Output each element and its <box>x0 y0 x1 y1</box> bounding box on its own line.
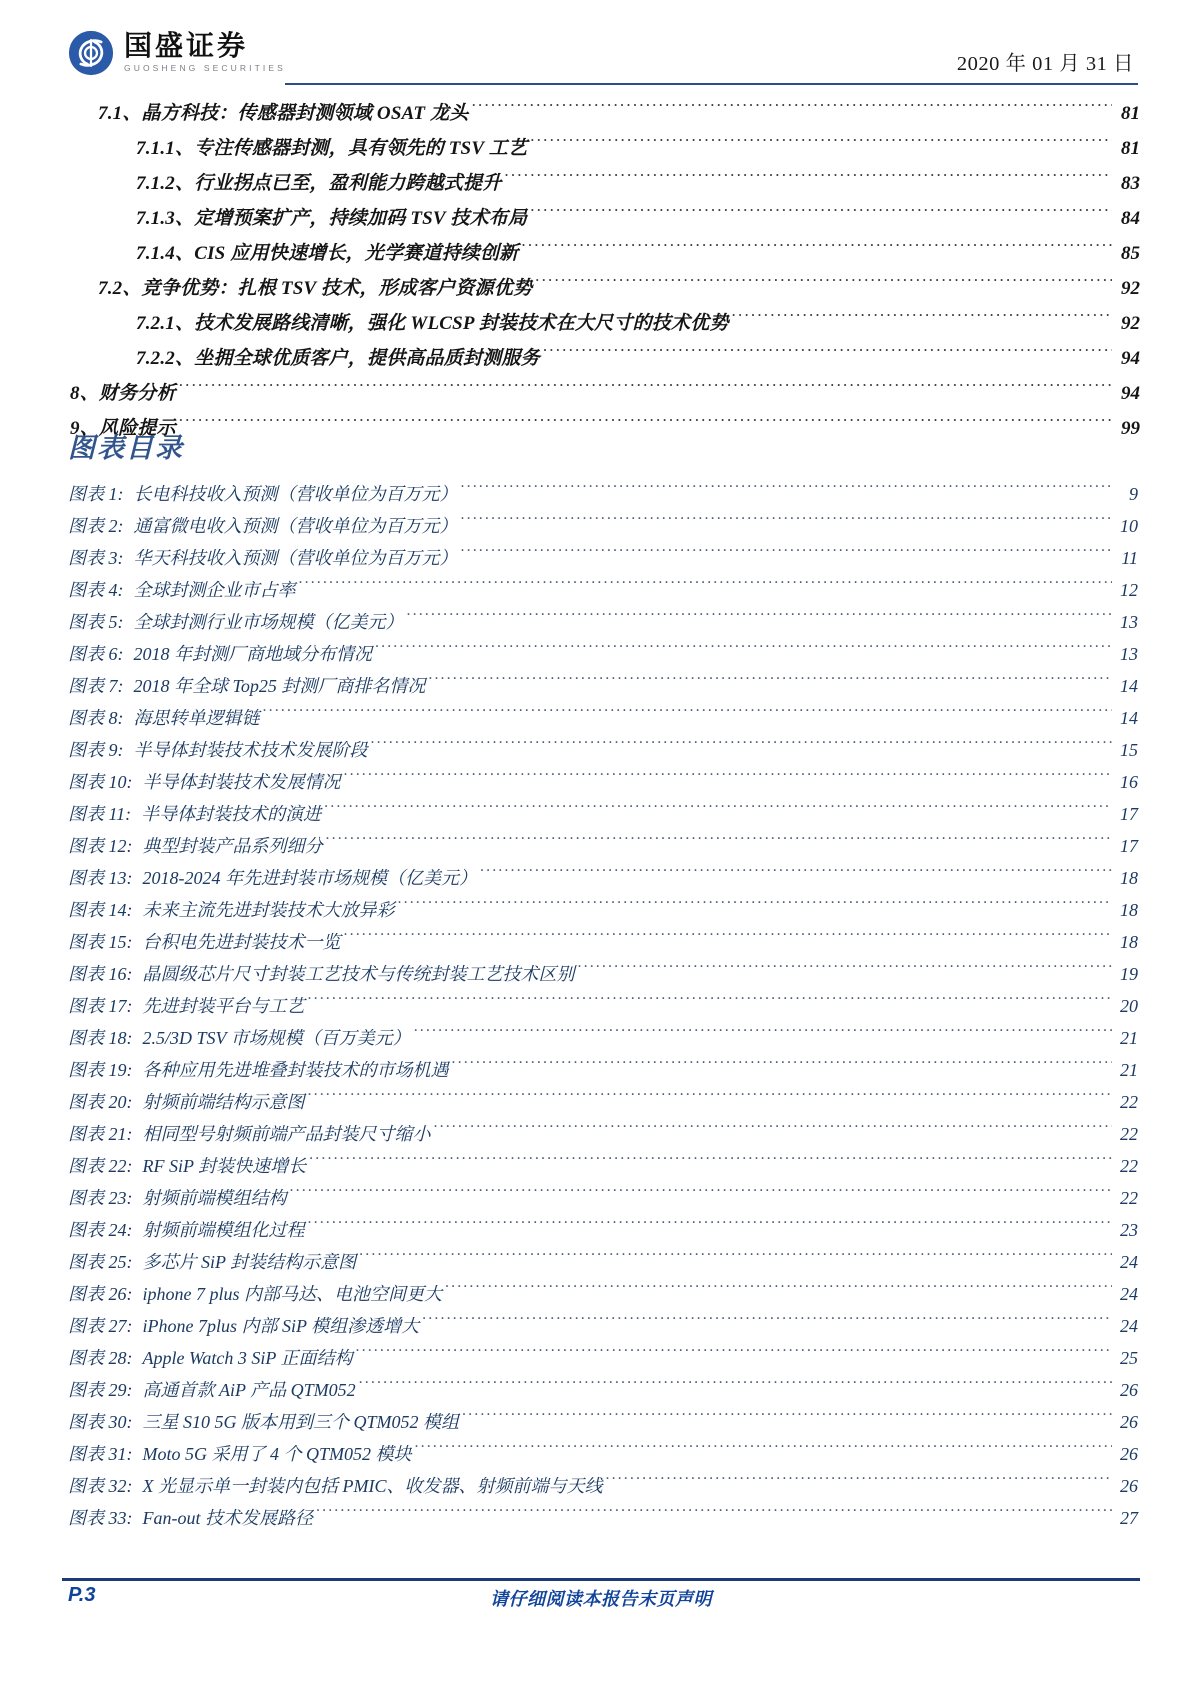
figure-entry-number: 图表 17: <box>68 996 133 1016</box>
figure-leader-dots <box>398 898 1113 916</box>
header-divider <box>285 83 1138 85</box>
figure-entry-title: 全球封测行业市场规模（亿美元） <box>133 612 404 632</box>
figure-leader-dots <box>452 1058 1113 1076</box>
figure-entry-title: 三星 S10 5G 版本用到三个 QTM052 模组 <box>142 1412 460 1432</box>
figure-entry-number: 图表 6: <box>68 644 124 664</box>
figure-entry-number: 图表 25: <box>68 1252 133 1272</box>
figure-entry-page: 24 <box>1120 1316 1138 1336</box>
toc-leader-dots <box>530 135 1112 154</box>
figure-entry-number: 图表 21: <box>68 1124 133 1144</box>
figure-entry-number: 图表 8: <box>68 708 124 728</box>
brand-name-en: GUOSHENG SECURITIES <box>124 63 286 73</box>
figure-entry-page: 14 <box>1120 676 1138 696</box>
toc-entry-label: 7.1、晶方科技：传感器封测领域 OSAT 龙头 <box>98 103 469 124</box>
figure-list-entry[interactable] <box>68 1086 1138 1118</box>
figure-entry-page: 11 <box>1121 548 1138 568</box>
toc-leader-dots <box>732 310 1112 329</box>
figure-entry-page: 15 <box>1120 740 1138 760</box>
figure-list-entry[interactable] <box>68 1502 1138 1534</box>
figure-list-entry[interactable] <box>68 894 1138 926</box>
brand-text <box>124 30 286 74</box>
figure-leader-dots <box>309 1154 1112 1172</box>
toc-entry[interactable] <box>62 131 1140 166</box>
figure-leader-dots <box>578 962 1113 980</box>
figure-list-entry[interactable] <box>68 1118 1138 1150</box>
figure-leader-dots <box>461 546 1113 564</box>
toc-leader-dots <box>543 345 1112 364</box>
figure-entry-page: 25 <box>1120 1348 1138 1368</box>
figure-list-entry[interactable] <box>68 830 1138 862</box>
figure-entry-number: 图表 10: <box>68 772 133 792</box>
toc-entry-label: 8、财务分析 <box>70 383 176 404</box>
figure-leader-dots <box>371 738 1113 756</box>
figure-leader-dots <box>344 770 1113 788</box>
figure-entry-page: 24 <box>1120 1284 1138 1304</box>
toc-entry[interactable] <box>62 271 1140 306</box>
toc-entry-page: 92 <box>1121 278 1140 299</box>
toc-leader-dots <box>472 100 1112 119</box>
toc-entry-label: 7.1.4、CIS 应用快速增长，光学赛道持续创新 <box>136 243 519 264</box>
figure-entry-title: 多芯片 SiP 封装结构示意图 <box>142 1252 357 1272</box>
footer-page-number: P.3 <box>68 1584 96 1606</box>
figure-leader-dots <box>308 1218 1113 1236</box>
toc-leader-dots <box>504 170 1112 189</box>
figure-entry-page: 22 <box>1120 1188 1138 1208</box>
figure-list-entry[interactable] <box>68 1246 1138 1278</box>
figure-entry-page: 27 <box>1120 1508 1138 1528</box>
toc-entry[interactable] <box>62 201 1140 236</box>
guosheng-logo-icon <box>68 30 114 76</box>
figure-leader-dots <box>290 1186 1113 1204</box>
figure-entry-number: 图表 28: <box>68 1348 133 1368</box>
figure-entry-title: 相同型号射频前端产品封装尺寸缩小 <box>142 1124 431 1144</box>
figure-leader-dots <box>308 994 1113 1012</box>
figure-entry-number: 图表 24: <box>68 1220 133 1240</box>
figure-entry-number: 图表 32: <box>68 1476 133 1496</box>
figure-entry-title: Moto 5G 采用了 4 个 QTM052 模块 <box>142 1444 412 1464</box>
figure-list-entry[interactable] <box>68 702 1138 734</box>
toc-entry-label: 9、风险提示 <box>70 418 176 439</box>
figure-entry-title: 高通首款 AiP 产品 QTM052 <box>142 1380 356 1400</box>
figure-leader-dots <box>324 802 1112 820</box>
toc-entry[interactable] <box>62 236 1140 271</box>
figure-entry-title: 海思转单逻辑链 <box>133 708 260 728</box>
figure-entry-title: 射频前端模组结构 <box>142 1188 287 1208</box>
figure-entry-title: 华天科技收入预测（营收单位为百万元） <box>133 548 458 568</box>
figure-list-entry[interactable] <box>68 1342 1138 1374</box>
toc-entry-page: 85 <box>1121 243 1140 264</box>
figure-entry-page: 10 <box>1120 516 1138 536</box>
figure-list <box>68 478 1138 1534</box>
figure-entry-title: 2018-2024 年先进封装市场规模（亿美元） <box>142 868 477 888</box>
toc-entry-page: 94 <box>1121 383 1140 404</box>
toc-leader-dots <box>535 275 1112 294</box>
toc-leader-dots <box>179 380 1112 399</box>
figure-entry-number: 图表 2: <box>68 516 124 536</box>
figure-entry-title: 半导体封装技术的演进 <box>141 804 322 824</box>
figure-entry-title: Apple Watch 3 SiP 正面结构 <box>142 1348 353 1368</box>
figure-leader-dots <box>414 1026 1112 1044</box>
figure-entry-number: 图表 1: <box>68 484 124 504</box>
toc-entry-page: 81 <box>1121 103 1140 124</box>
figure-leader-dots <box>480 866 1112 884</box>
figure-leader-dots <box>407 610 1113 628</box>
toc-leader-dots <box>179 415 1112 434</box>
figure-entry-number: 图表 3: <box>68 548 124 568</box>
toc-leader-dots <box>530 205 1112 224</box>
figure-entry-page: 22 <box>1120 1124 1138 1144</box>
figure-entry-page: 22 <box>1120 1092 1138 1112</box>
figure-entry-number: 图表 5: <box>68 612 124 632</box>
figure-entry-title: 晶圆级芯片尺寸封装工艺技术与传统封装工艺技术区别 <box>142 964 575 984</box>
figure-entry-page: 18 <box>1120 932 1138 952</box>
figure-entry-title: 通富微电收入预测（营收单位为百万元） <box>133 516 458 536</box>
toc-entry[interactable] <box>62 306 1140 341</box>
toc-entry-label: 7.1.3、定增预案扩产，持续加码 TSV 技术布局 <box>136 208 528 229</box>
figure-entry-page: 12 <box>1120 580 1138 600</box>
page-footer <box>62 1584 1140 1616</box>
brand-logo <box>68 30 286 76</box>
figure-entry-number: 图表 18: <box>68 1028 133 1048</box>
toc-entry[interactable] <box>62 96 1140 131</box>
figure-leader-dots <box>326 834 1113 852</box>
figure-list-entry[interactable] <box>68 1054 1138 1086</box>
figure-leader-dots <box>263 706 1113 724</box>
figure-list-entry[interactable] <box>68 766 1138 798</box>
figure-leader-dots <box>461 482 1113 500</box>
figure-entry-page: 21 <box>1120 1060 1138 1080</box>
figure-list-entry[interactable] <box>68 1278 1138 1310</box>
figure-leader-dots <box>461 514 1113 532</box>
figure-entry-title: 全球封测企业市占率 <box>133 580 296 600</box>
figure-entry-page: 19 <box>1120 964 1138 984</box>
figure-leader-dots <box>462 1410 1112 1428</box>
figure-entry-page: 26 <box>1120 1380 1138 1400</box>
figure-leader-dots <box>375 642 1112 660</box>
figure-entry-page: 16 <box>1120 772 1138 792</box>
figure-entry-page: 17 <box>1120 836 1138 856</box>
figure-entry-number: 图表 22: <box>68 1156 133 1176</box>
figure-leader-dots <box>344 930 1113 948</box>
figure-entry-title: 2018 年封测厂商地域分布情况 <box>133 644 372 664</box>
figure-entry-title: 射频前端结构示意图 <box>142 1092 305 1112</box>
toc-entry-label: 7.2.1、技术发展路线清晰，强化 WLCSP 封装技术在大尺寸的技术优势 <box>136 313 729 334</box>
figure-list-entry[interactable] <box>68 1374 1138 1406</box>
figure-list-entry[interactable] <box>68 1406 1138 1438</box>
figure-entry-title: 未来主流先进封装技术大放异彩 <box>142 900 395 920</box>
figure-list-entry[interactable] <box>68 990 1138 1022</box>
figure-entry-number: 图表 27: <box>68 1316 133 1336</box>
footer-divider <box>62 1578 1140 1581</box>
figure-list-entry[interactable] <box>68 958 1138 990</box>
figure-list-entry[interactable] <box>68 574 1138 606</box>
figure-entry-page: 14 <box>1120 708 1138 728</box>
figure-list-entry[interactable] <box>68 510 1138 542</box>
toc-entry[interactable] <box>62 411 1140 446</box>
figure-leader-dots <box>308 1090 1113 1108</box>
figure-leader-dots <box>356 1346 1113 1364</box>
figure-entry-title: 半导体封装技术技术发展阶段 <box>133 740 368 760</box>
figure-list-entry[interactable] <box>68 1182 1138 1214</box>
toc-entry-page: 94 <box>1121 348 1140 369</box>
figure-list-entry[interactable] <box>68 926 1138 958</box>
figure-list-heading: 图表目录 <box>68 433 184 464</box>
figure-leader-dots <box>359 1378 1112 1396</box>
figure-entry-number: 图表 16: <box>68 964 133 984</box>
figure-entry-number: 图表 29: <box>68 1380 133 1400</box>
figure-leader-dots <box>434 1122 1113 1140</box>
toc-entry-label: 7.1.2、行业拐点已至，盈利能力跨越式提升 <box>136 173 502 194</box>
figure-entry-number: 图表 33: <box>68 1508 133 1528</box>
figure-entry-title: Fan-out 技术发展路径 <box>142 1508 313 1528</box>
figure-list-entry[interactable] <box>68 862 1138 894</box>
figure-entry-page: 24 <box>1120 1252 1138 1272</box>
toc-entry-label: 7.2、竞争优势：扎根 TSV 技术，形成客户资源优势 <box>98 278 533 299</box>
figure-entry-page: 9 <box>1129 484 1138 504</box>
figure-entry-title: 台积电先进封装技术一览 <box>142 932 341 952</box>
figure-entry-title: iphone 7 plus 内部马达、电池空间更大 <box>142 1284 442 1304</box>
figure-entry-number: 图表 26: <box>68 1284 133 1304</box>
figure-entry-page: 22 <box>1120 1156 1138 1176</box>
figure-leader-dots <box>415 1442 1113 1460</box>
figure-leader-dots <box>445 1282 1112 1300</box>
figure-entry-title: 先进封装平台与工艺 <box>142 996 305 1016</box>
figure-list-entry[interactable] <box>68 542 1138 574</box>
figure-list-entry[interactable] <box>68 1022 1138 1054</box>
figure-entry-title: 典型封装产品系列细分 <box>142 836 323 856</box>
figure-list-entry[interactable] <box>68 478 1138 510</box>
toc-entry-label: 7.2.2、坐拥全球优质客户，提供高品质封测服务 <box>136 348 540 369</box>
figure-leader-dots <box>299 578 1113 596</box>
figure-entry-number: 图表 14: <box>68 900 133 920</box>
figure-entry-title: 2018 年全球 Top25 封测厂商排名情况 <box>133 676 426 696</box>
figure-entry-title: X 光显示单一封装内包括 PMIC、收发器、射频前端与天线 <box>142 1476 603 1496</box>
figure-entry-page: 17 <box>1120 804 1138 824</box>
figure-entry-page: 23 <box>1120 1220 1138 1240</box>
figure-list-entry[interactable] <box>68 638 1138 670</box>
toc-entry-page: 81 <box>1121 138 1140 159</box>
toc-entry[interactable] <box>62 341 1140 376</box>
figure-list-entry[interactable] <box>68 670 1138 702</box>
figure-entry-title: RF SiP 封装快速增长 <box>142 1156 307 1176</box>
figure-entry-page: 13 <box>1120 644 1138 664</box>
toc-entry[interactable] <box>62 166 1140 201</box>
toc-entry-label: 7.1.1、专注传感器封测，具有领先的 TSV 工艺 <box>136 138 528 159</box>
figure-list-entry[interactable] <box>68 606 1138 638</box>
figure-entry-number: 图表 15: <box>68 932 133 952</box>
footer-disclaimer: 请仔细阅读本报告末页声明 <box>490 1589 712 1610</box>
figure-entry-number: 图表 9: <box>68 740 124 760</box>
figure-leader-dots <box>316 1506 1112 1524</box>
figure-entry-number: 图表 7: <box>68 676 124 696</box>
figure-list-entry[interactable] <box>68 734 1138 766</box>
figure-entry-page: 26 <box>1120 1412 1138 1432</box>
figure-list-entry[interactable] <box>68 1438 1138 1470</box>
figure-entry-number: 图表 13: <box>68 868 133 888</box>
figure-entry-number: 图表 19: <box>68 1060 133 1080</box>
figure-list-entry[interactable] <box>68 1310 1138 1342</box>
figure-list-entry[interactable] <box>68 798 1138 830</box>
figure-entry-number: 图表 31: <box>68 1444 133 1464</box>
figure-entry-page: 20 <box>1120 996 1138 1016</box>
figure-entry-title: 2.5/3D TSV 市场规模（百万美元） <box>142 1028 411 1048</box>
toc-entry-page: 84 <box>1121 208 1140 229</box>
toc-entry-page: 99 <box>1121 418 1140 439</box>
figure-entry-page: 26 <box>1120 1444 1138 1464</box>
figure-leader-dots <box>428 674 1112 692</box>
page-header <box>0 28 1200 86</box>
figure-entry-page: 18 <box>1120 868 1138 888</box>
figure-leader-dots <box>359 1250 1112 1268</box>
figure-entry-page: 18 <box>1120 900 1138 920</box>
brand-name-cn: 国盛证券 <box>124 29 249 62</box>
figure-list-entry[interactable] <box>68 1150 1138 1182</box>
figure-entry-title: 半导体封装技术发展情况 <box>142 772 341 792</box>
figure-entry-title: iPhone 7plus 内部 SiP 模组渗透增大 <box>142 1316 420 1336</box>
figure-entry-number: 图表 20: <box>68 1092 133 1112</box>
figure-entry-page: 26 <box>1120 1476 1138 1496</box>
figure-entry-title: 长电科技收入预测（营收单位为百万元） <box>133 484 458 504</box>
figure-leader-dots <box>605 1474 1112 1492</box>
figure-entry-page: 21 <box>1120 1028 1138 1048</box>
figure-entry-number: 图表 30: <box>68 1412 133 1432</box>
toc-entry[interactable] <box>62 376 1140 411</box>
figure-entry-number: 图表 12: <box>68 836 133 856</box>
figure-entry-number: 图表 23: <box>68 1188 133 1208</box>
figure-entry-title: 各种应用先进堆叠封装技术的市场机遇 <box>142 1060 449 1080</box>
figure-leader-dots <box>422 1314 1112 1332</box>
figure-entry-number: 图表 4: <box>68 580 124 600</box>
figure-entry-title: 射频前端模组化过程 <box>142 1220 305 1240</box>
figure-list-entry[interactable] <box>68 1470 1138 1502</box>
figure-list-entry[interactable] <box>68 1214 1138 1246</box>
report-date: 2020 年 01 月 31 日 <box>956 53 1134 75</box>
figure-entry-page: 13 <box>1120 612 1138 632</box>
toc-entry-page: 83 <box>1121 173 1140 194</box>
toc-entry-page: 92 <box>1121 313 1140 334</box>
figure-entry-number: 图表 11: <box>68 804 132 824</box>
table-of-contents <box>62 96 1140 446</box>
toc-leader-dots <box>521 240 1112 259</box>
